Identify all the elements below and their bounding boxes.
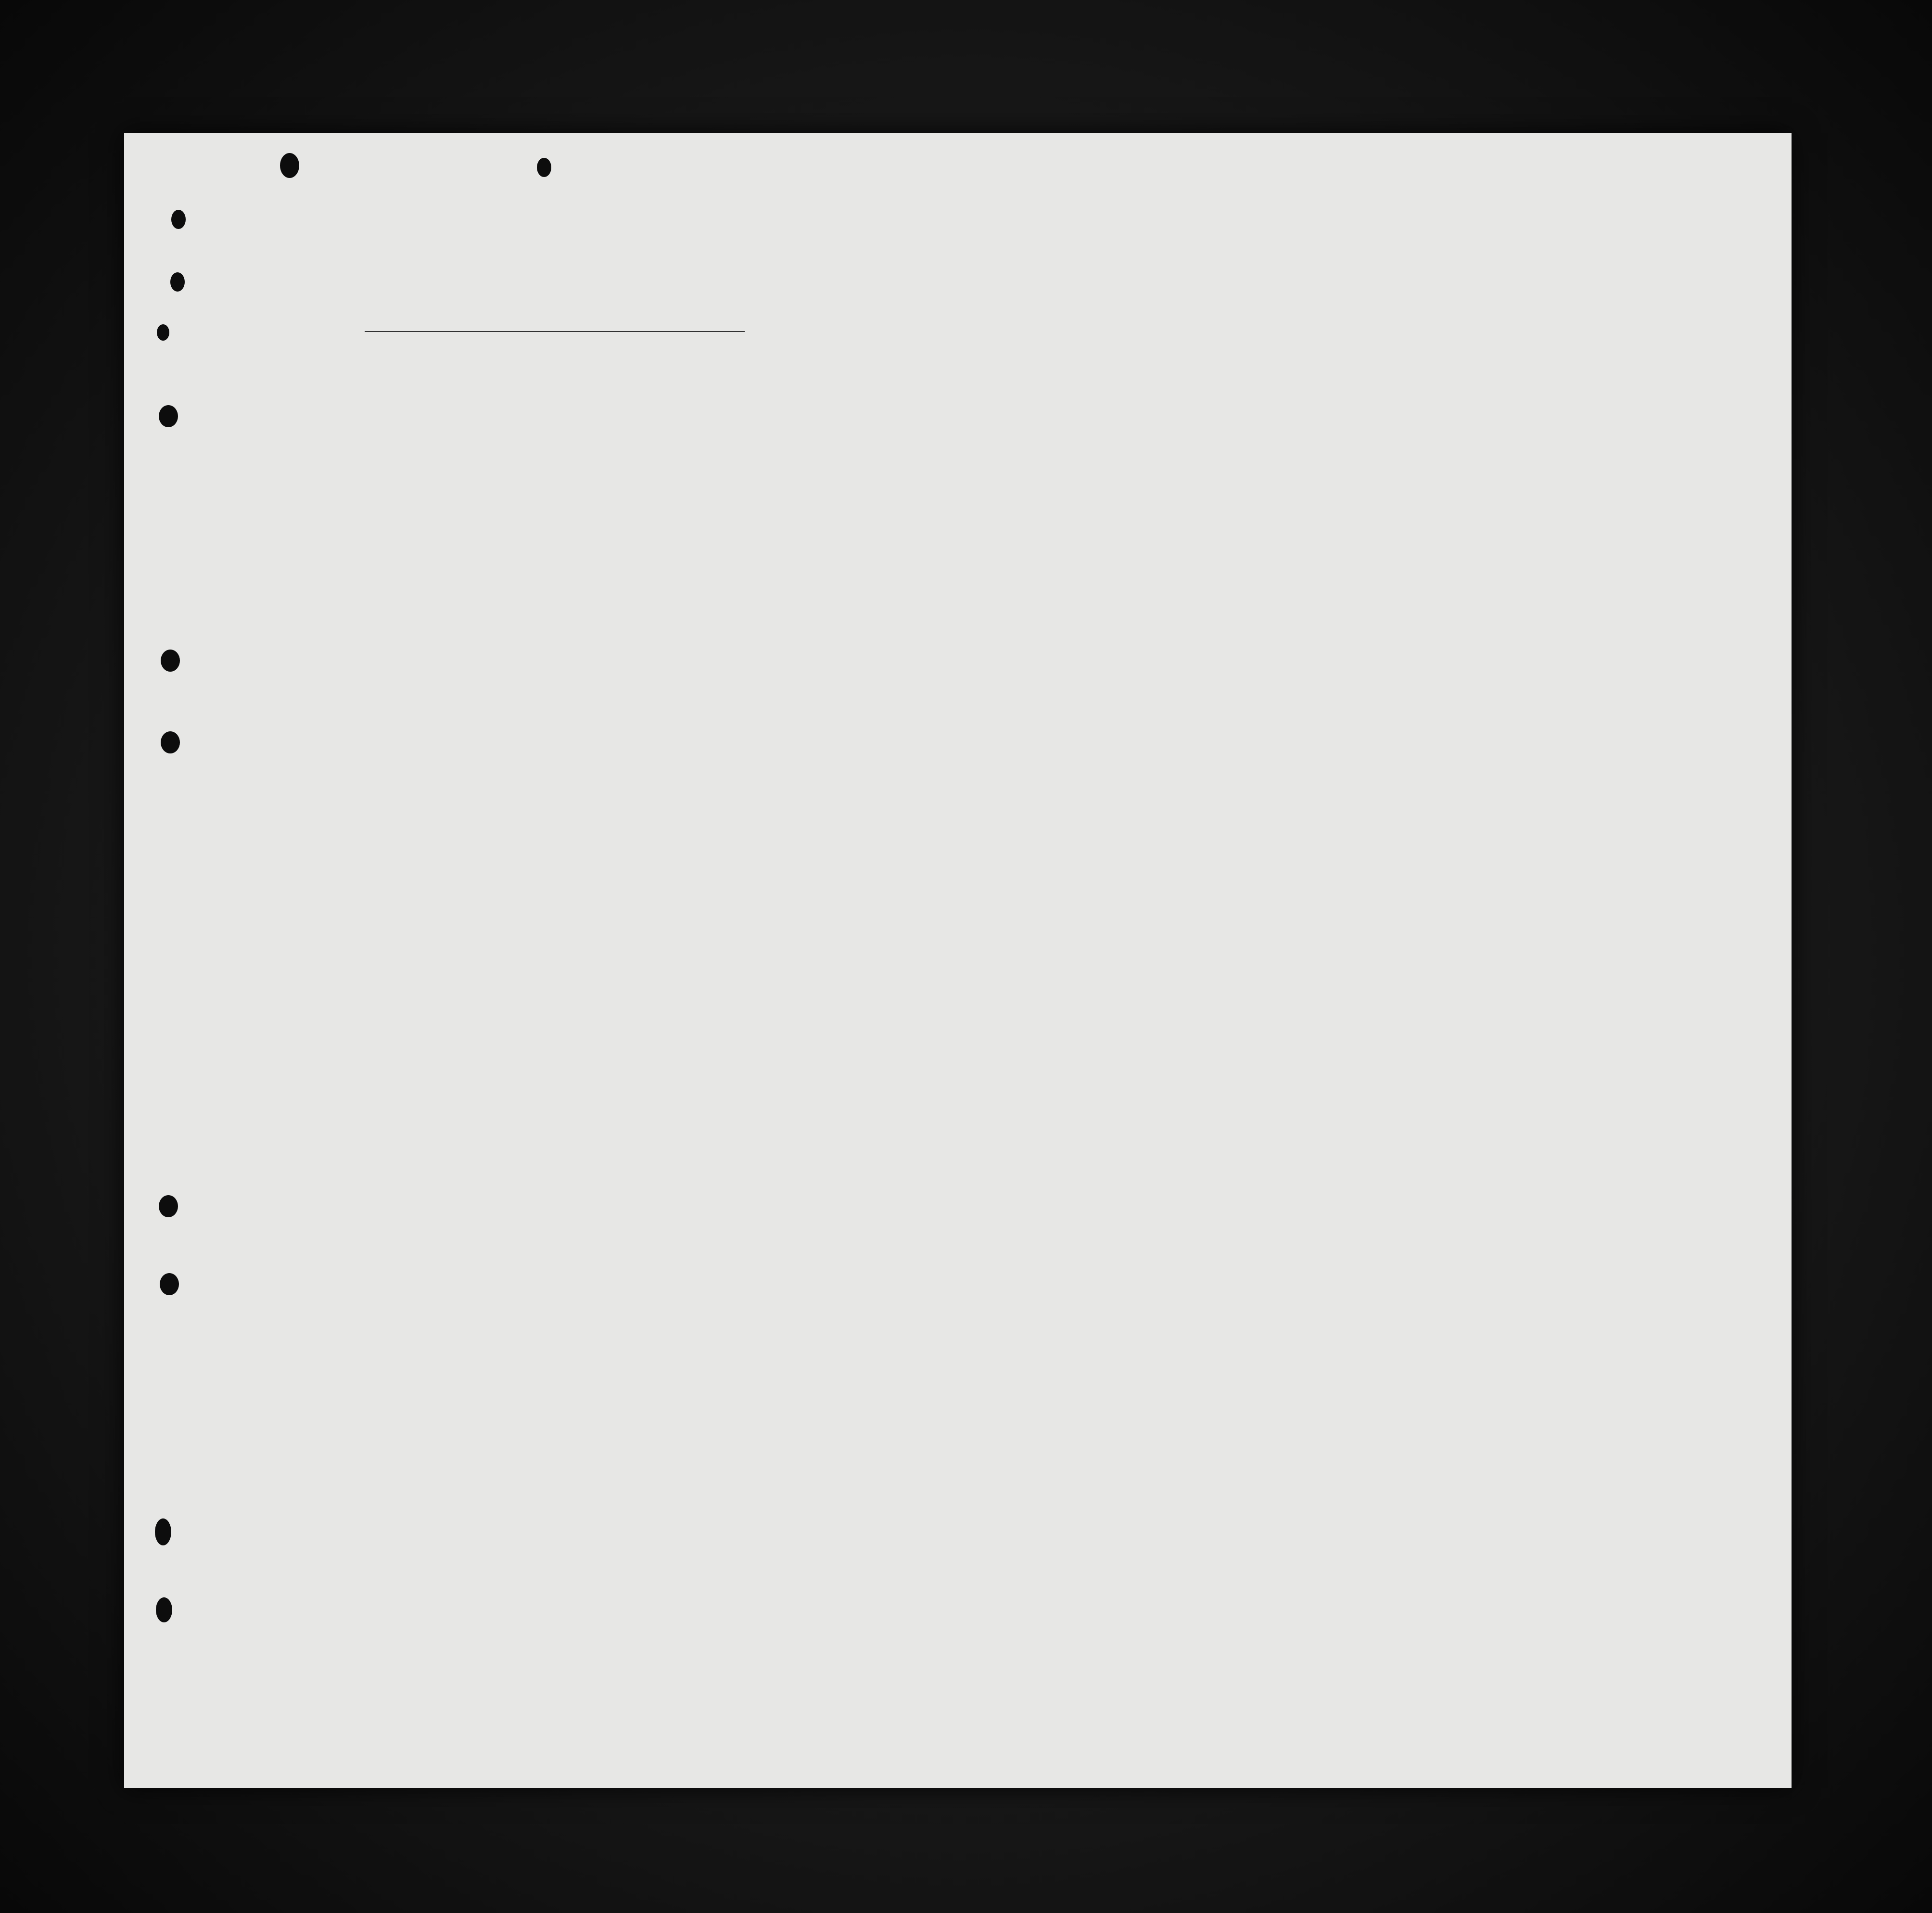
punch-hole (155, 1518, 171, 1545)
punch-hole (161, 731, 180, 753)
punch-hole (156, 1597, 172, 1622)
punch-hole (161, 650, 180, 672)
punch-hole (537, 158, 551, 177)
punch-hole (159, 405, 178, 427)
underline (365, 331, 745, 332)
punch-hole (280, 153, 299, 178)
punch-hole (159, 1195, 178, 1217)
punch-hole (160, 1273, 179, 1295)
punch-hole (157, 324, 169, 341)
manifest-sheet (124, 133, 1792, 1788)
punch-hole (170, 272, 185, 292)
punch-hole (171, 210, 186, 229)
